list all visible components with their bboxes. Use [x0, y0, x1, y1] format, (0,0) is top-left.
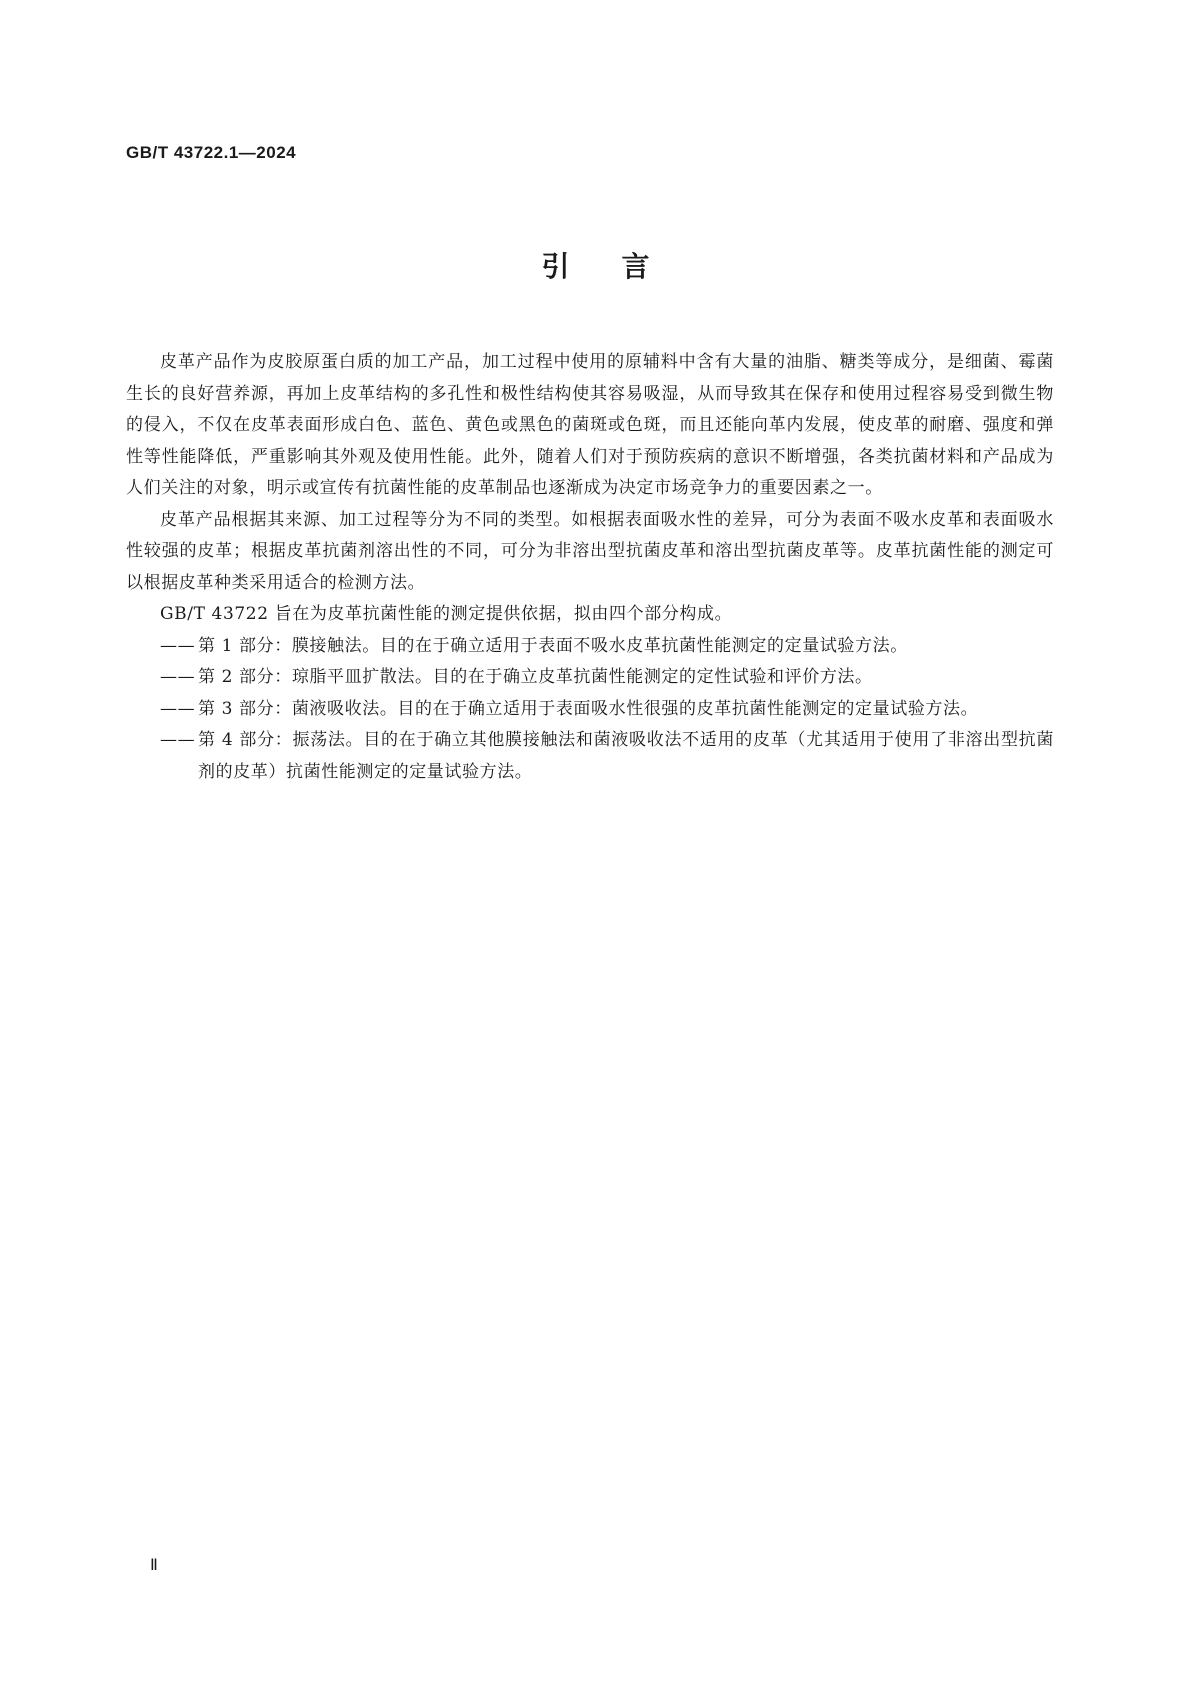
- parts-list: [126, 631, 1054, 789]
- list-item-text: 第 3 部分：菌液吸收法。目的在于确立适用于表面吸水性很强的皮革抗菌性能测定的定量试验方法。: [198, 698, 979, 719]
- list-dash: ——: [160, 698, 196, 719]
- list-item-text: 第 2 部分：琼脂平皿扩散法。目的在于确立皮革抗菌性能测定的定性试验和评价方法。: [198, 667, 873, 687]
- document-code: GB/T 43722.1—2024: [126, 143, 297, 162]
- paragraph-intro: 皮革产品作为皮胶原蛋白质的加工产品，加工过程中使用的原辅料中含有大量的油脂、糖类等成分，是细菌、霉菌生长的良好营养源，再加上皮革结构的多孔性和极性结构使其容易吸湿，从而导致其在保存和使用过程容易受到微生物的侵入，不仅在皮革表面形成白色、蓝色、黄色或黑色的菌斑或色斑，而且还能向革内发展，使皮革的耐磨、强度和弹性等性能降低，严重影响其外观及使用性能。此外，随着人们对于预防疾病的意识不断增强，各类抗菌材料和产品成为人们关注的对象，明示或宣传有抗菌性能的皮革制品也逐渐成为决定市场竞争力的重要因素之一。: [126, 352, 1054, 498]
- list-dash: ——: [160, 635, 196, 656]
- list-dash: ——: [160, 730, 196, 750]
- section-heading: 引言: [541, 250, 702, 283]
- list-item-part-2: [126, 662, 1054, 694]
- page-number: Ⅱ: [150, 1557, 158, 1574]
- list-dash: ——: [160, 667, 196, 687]
- list-item-part-1: [126, 631, 1054, 663]
- list-item-text: 第 4 部分：振荡法。目的在于确立其他膜接触法和菌液吸收法不适用的皮革（尤其适用于使用了非溶出型抗菌剂的皮革）抗菌性能测定的定量试验方法。: [198, 730, 1054, 782]
- list-item-part-3: [126, 694, 1054, 726]
- list-item-text: 第 1 部分：膜接触法。目的在于确立适用于表面不吸水皮革抗菌性能测定的定量试验方法。: [198, 635, 908, 656]
- document-body: [126, 347, 1054, 788]
- list-item-part-4: [126, 725, 1054, 788]
- paragraph-types: 皮革产品根据其来源、加工过程等分为不同的类型。如根据表面吸水性的差异，可分为表面不吸水皮革和表面吸水性较强的皮革；根据皮革抗菌剂溶出性的不同，可分为非溶出型抗菌皮革和溶出型抗菌皮革等。皮革抗菌性能的测定可以根据皮革种类采用适合的检测方法。: [126, 509, 1054, 593]
- paragraph-structure: GB/T 43722 旨在为皮革抗菌性能的测定提供依据，拟由四个部分构成。: [160, 604, 733, 624]
